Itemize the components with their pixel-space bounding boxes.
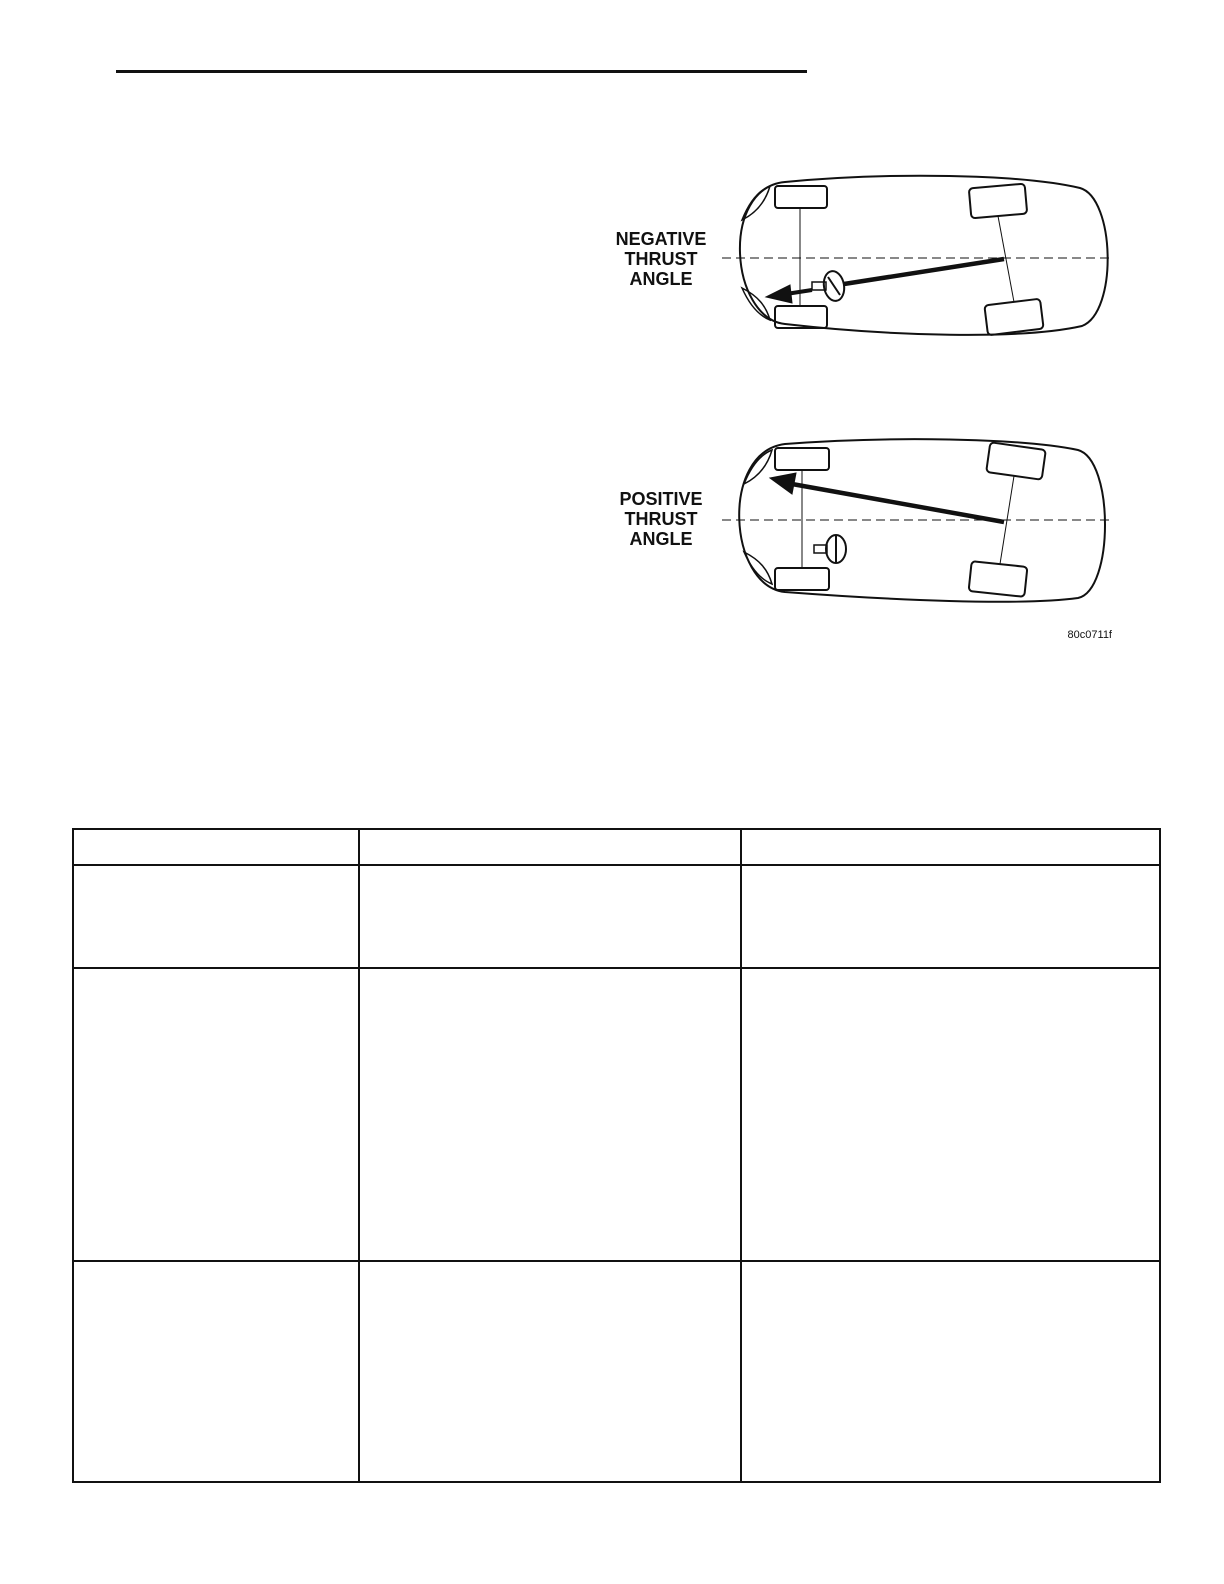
rear-left-tire [969, 184, 1027, 219]
table-cell [741, 1261, 1160, 1482]
negative-label-line-2: THRUST [624, 249, 698, 269]
positive-thrust-car [722, 439, 1110, 602]
figure-id: 80c0711f [1067, 629, 1112, 641]
thrust-arrow-head [770, 473, 796, 494]
table-cell [73, 865, 359, 968]
rear-right-tire [969, 561, 1028, 597]
table-cell [741, 865, 1160, 968]
table-row [73, 865, 1160, 968]
headlight-left [744, 450, 772, 484]
negative-label-line-3: ANGLE [629, 269, 693, 289]
rear-left-tire [986, 442, 1046, 480]
thrust-angle-figure [590, 160, 1130, 660]
thrust-line [844, 259, 1004, 284]
car-body-outline [740, 176, 1108, 335]
header-cell [359, 829, 741, 865]
table-row [73, 1261, 1160, 1482]
table-cell [359, 968, 741, 1261]
negative-thrust-car [722, 176, 1110, 336]
thrust-arrow-head [766, 285, 792, 303]
rear-right-tire [984, 299, 1043, 336]
table-header-row [73, 829, 1160, 865]
thrust-line [792, 484, 1004, 522]
header-cell [73, 829, 359, 865]
front-left-tire [775, 448, 829, 470]
table-cell [359, 1261, 741, 1482]
table-row [73, 968, 1160, 1261]
table-cell [73, 968, 359, 1261]
header-cell [741, 829, 1160, 865]
front-right-tire [775, 568, 829, 590]
negative-label-line-1: NEGATIVE [615, 229, 707, 249]
steering-wheel-spoke [828, 277, 840, 295]
table-cell [73, 1261, 359, 1482]
front-left-tire [775, 186, 827, 208]
positive-label-line-3: ANGLE [629, 529, 693, 549]
table-cell [359, 865, 741, 968]
thrust-angle-diagram [590, 160, 1130, 660]
headlight-right [744, 552, 772, 584]
diagnosis-table-wrapper [72, 828, 1161, 1483]
positive-label-line-1: POSITIVE [619, 489, 703, 509]
positive-label-line-2: THRUST [624, 509, 698, 529]
diagnosis-table [72, 828, 1161, 1483]
table-cell [741, 968, 1160, 1261]
header-rule [116, 70, 807, 73]
